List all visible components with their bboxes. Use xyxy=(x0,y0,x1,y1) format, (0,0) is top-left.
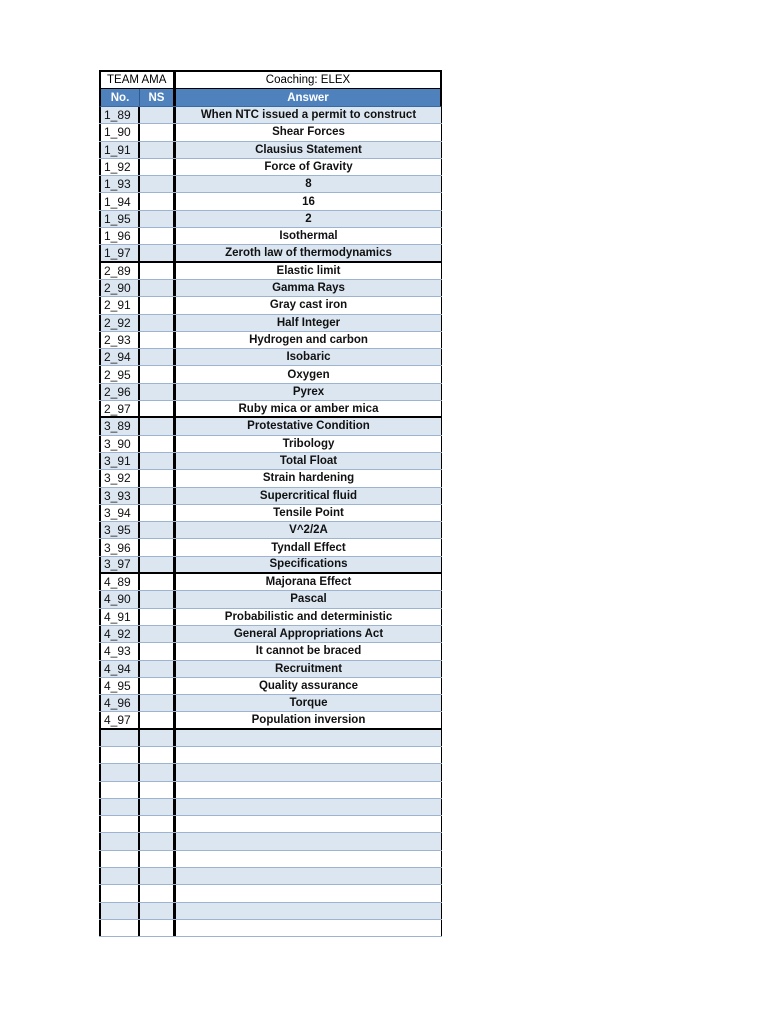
answer-cell[interactable]: When NTC issued a permit to construct xyxy=(176,107,442,123)
table-row xyxy=(99,539,442,556)
ns-cell[interactable] xyxy=(140,297,176,313)
table-row xyxy=(99,574,442,591)
column-header-ns: NS xyxy=(140,89,176,106)
row-number-cell[interactable] xyxy=(99,868,140,884)
ns-cell[interactable] xyxy=(140,176,176,192)
column-header-row xyxy=(99,89,442,107)
ns-cell[interactable] xyxy=(140,539,176,555)
ns-cell[interactable] xyxy=(140,747,176,763)
ns-cell[interactable] xyxy=(140,488,176,504)
row-number-cell[interactable]: 2_92 xyxy=(99,315,140,331)
row-number-cell[interactable] xyxy=(99,816,140,832)
ns-cell[interactable] xyxy=(140,142,176,158)
row-number-cell[interactable]: 3_96 xyxy=(99,539,140,555)
row-number-cell[interactable]: 1_93 xyxy=(99,176,140,192)
row-number-cell[interactable]: 4_91 xyxy=(99,609,140,625)
answer-cell[interactable]: Pascal xyxy=(176,591,442,607)
row-number-cell[interactable]: 3_89 xyxy=(99,418,140,434)
ns-cell[interactable] xyxy=(140,505,176,521)
table-row xyxy=(99,730,442,747)
ns-cell[interactable] xyxy=(140,903,176,919)
table-row xyxy=(99,332,442,349)
row-number-cell[interactable] xyxy=(99,851,140,867)
table-row xyxy=(99,885,442,902)
ns-cell[interactable] xyxy=(140,712,176,727)
ns-cell[interactable] xyxy=(140,851,176,867)
table-row xyxy=(99,349,442,366)
row-number-cell[interactable]: 3_97 xyxy=(99,557,140,572)
ns-cell[interactable] xyxy=(140,418,176,434)
answer-cell[interactable]: Strain hardening xyxy=(176,470,442,486)
answer-cell[interactable] xyxy=(176,885,442,901)
row-number-cell[interactable] xyxy=(99,799,140,815)
ns-cell[interactable] xyxy=(140,833,176,849)
answer-cell[interactable]: Torque xyxy=(176,695,442,711)
ns-cell[interactable] xyxy=(140,315,176,331)
table-row xyxy=(99,695,442,712)
row-number-cell[interactable] xyxy=(99,764,140,780)
row-number-cell[interactable]: 2_96 xyxy=(99,384,140,400)
answer-cell[interactable] xyxy=(176,833,442,849)
answer-cell[interactable]: Zeroth law of thermodynamics xyxy=(176,245,442,260)
answer-cell[interactable]: V^2/2A xyxy=(176,522,442,538)
ns-cell[interactable] xyxy=(140,436,176,452)
table-row xyxy=(99,470,442,487)
answer-cell[interactable]: Tensile Point xyxy=(176,505,442,521)
row-number-cell[interactable]: 1_97 xyxy=(99,245,140,260)
answer-cell[interactable]: Supercritical fluid xyxy=(176,488,442,504)
ns-cell[interactable] xyxy=(140,453,176,469)
answer-cell[interactable] xyxy=(176,920,442,936)
ns-cell[interactable] xyxy=(140,678,176,694)
row-number-cell[interactable]: 4_93 xyxy=(99,643,140,659)
row-number-cell[interactable] xyxy=(99,833,140,849)
answer-cell[interactable]: 16 xyxy=(176,193,442,209)
table-row xyxy=(99,384,442,401)
answer-cell[interactable]: Tyndall Effect xyxy=(176,539,442,555)
table-row xyxy=(99,816,442,833)
table-row xyxy=(99,557,442,574)
ns-cell[interactable] xyxy=(140,885,176,901)
table-row xyxy=(99,142,442,159)
table-row xyxy=(99,868,442,885)
ns-cell[interactable] xyxy=(140,124,176,140)
title-row xyxy=(99,70,442,89)
table-row xyxy=(99,176,442,193)
ns-cell[interactable] xyxy=(140,730,176,746)
row-number-cell[interactable]: 2_95 xyxy=(99,366,140,382)
row-number-cell[interactable]: 1_94 xyxy=(99,193,140,209)
ns-cell[interactable] xyxy=(140,557,176,572)
row-number-cell[interactable] xyxy=(99,782,140,798)
ns-cell[interactable] xyxy=(140,782,176,798)
table-row xyxy=(99,488,442,505)
ns-cell[interactable] xyxy=(140,591,176,607)
ns-cell[interactable] xyxy=(140,401,176,416)
row-number-cell[interactable] xyxy=(99,920,140,936)
table-row xyxy=(99,228,442,245)
table-row xyxy=(99,747,442,764)
table-row xyxy=(99,903,442,920)
row-number-cell[interactable]: 2_94 xyxy=(99,349,140,365)
table-row xyxy=(99,661,442,678)
row-number-cell[interactable]: 3_94 xyxy=(99,505,140,521)
answer-cell[interactable]: Specifications xyxy=(176,557,442,572)
team-label: TEAM AMA xyxy=(99,72,176,88)
row-number-cell[interactable]: 1_90 xyxy=(99,124,140,140)
table-row xyxy=(99,315,442,332)
table-row xyxy=(99,418,442,435)
table-row xyxy=(99,678,442,695)
table-row xyxy=(99,366,442,383)
coaching-label: Coaching: ELEX xyxy=(176,72,442,88)
answer-cell[interactable] xyxy=(176,730,442,746)
table-row xyxy=(99,833,442,850)
row-number-cell[interactable]: 3_93 xyxy=(99,488,140,504)
table-row xyxy=(99,193,442,210)
answer-cell[interactable]: 2 xyxy=(176,211,442,227)
ns-cell[interactable] xyxy=(140,661,176,677)
row-number-cell[interactable]: 3_91 xyxy=(99,453,140,469)
answer-cell[interactable]: Isobaric xyxy=(176,349,442,365)
table-row xyxy=(99,764,442,781)
answer-cell[interactable]: Majorana Effect xyxy=(176,574,442,590)
row-number-cell[interactable]: 4_94 xyxy=(99,661,140,677)
table-row xyxy=(99,643,442,660)
answer-cell[interactable]: Probabilistic and deterministic xyxy=(176,609,442,625)
answer-cell[interactable] xyxy=(176,851,442,867)
table-row xyxy=(99,609,442,626)
answer-cell[interactable] xyxy=(176,764,442,780)
answer-cell[interactable] xyxy=(176,782,442,798)
answer-cell[interactable]: Ruby mica or amber mica xyxy=(176,401,442,416)
row-number-cell[interactable]: 4_89 xyxy=(99,574,140,590)
ns-cell[interactable] xyxy=(140,193,176,209)
table-row xyxy=(99,245,442,262)
ns-cell[interactable] xyxy=(140,609,176,625)
row-number-cell[interactable]: 2_93 xyxy=(99,332,140,348)
row-number-cell[interactable] xyxy=(99,903,140,919)
row-number-cell[interactable]: 1_91 xyxy=(99,142,140,158)
answer-cell[interactable]: Gamma Rays xyxy=(176,280,442,296)
answer-cell[interactable]: It cannot be braced xyxy=(176,643,442,659)
table-body xyxy=(99,107,442,937)
answer-cell[interactable]: Pyrex xyxy=(176,384,442,400)
answer-cell[interactable] xyxy=(176,799,442,815)
ns-cell[interactable] xyxy=(140,245,176,260)
answer-cell[interactable] xyxy=(176,868,442,884)
answer-cell[interactable]: Protestative Condition xyxy=(176,418,442,434)
table-row xyxy=(99,851,442,868)
row-number-cell[interactable]: 3_90 xyxy=(99,436,140,452)
ns-cell[interactable] xyxy=(140,799,176,815)
row-number-cell[interactable]: 4_97 xyxy=(99,712,140,727)
answer-cell[interactable]: Quality assurance xyxy=(176,678,442,694)
answer-cell[interactable]: Oxygen xyxy=(176,366,442,382)
table-row xyxy=(99,297,442,314)
row-number-cell[interactable]: 3_95 xyxy=(99,522,140,538)
row-number-cell[interactable]: 2_90 xyxy=(99,280,140,296)
answer-sheet-table xyxy=(99,70,442,937)
ns-cell[interactable] xyxy=(140,764,176,780)
ns-cell[interactable] xyxy=(140,868,176,884)
table-row xyxy=(99,920,442,937)
ns-cell[interactable] xyxy=(140,384,176,400)
ns-cell[interactable] xyxy=(140,626,176,642)
answer-cell[interactable]: Recruitment xyxy=(176,661,442,677)
table-row xyxy=(99,401,442,418)
row-number-cell[interactable]: 4_96 xyxy=(99,695,140,711)
row-number-cell[interactable]: 2_89 xyxy=(99,263,140,279)
table-row xyxy=(99,505,442,522)
ns-cell[interactable] xyxy=(140,920,176,936)
row-number-cell[interactable]: 4_92 xyxy=(99,626,140,642)
table-row xyxy=(99,522,442,539)
answer-cell[interactable] xyxy=(176,747,442,763)
ns-cell[interactable] xyxy=(140,332,176,348)
answer-cell[interactable]: Clausius Statement xyxy=(176,142,442,158)
answer-cell[interactable] xyxy=(176,816,442,832)
row-number-cell[interactable]: 4_95 xyxy=(99,678,140,694)
table-row xyxy=(99,453,442,470)
answer-cell[interactable]: Isothermal xyxy=(176,228,442,244)
table-row xyxy=(99,782,442,799)
row-number-cell[interactable]: 1_92 xyxy=(99,159,140,175)
row-number-cell[interactable]: 1_96 xyxy=(99,228,140,244)
ns-cell[interactable] xyxy=(140,470,176,486)
answer-cell[interactable]: Hydrogen and carbon xyxy=(176,332,442,348)
ns-cell[interactable] xyxy=(140,816,176,832)
answer-cell[interactable]: General Appropriations Act xyxy=(176,626,442,642)
ns-cell[interactable] xyxy=(140,695,176,711)
row-number-cell[interactable]: 2_97 xyxy=(99,401,140,416)
table-row xyxy=(99,626,442,643)
ns-cell[interactable] xyxy=(140,522,176,538)
table-row xyxy=(99,263,442,280)
ns-cell[interactable] xyxy=(140,643,176,659)
column-header-no: No. xyxy=(101,89,140,106)
table-row xyxy=(99,712,442,729)
answer-cell[interactable]: Gray cast iron xyxy=(176,297,442,313)
answer-cell[interactable]: Force of Gravity xyxy=(176,159,442,175)
row-number-cell[interactable]: 1_89 xyxy=(99,107,140,123)
answer-cell[interactable]: Shear Forces xyxy=(176,124,442,140)
row-number-cell[interactable] xyxy=(99,747,140,763)
answer-cell[interactable] xyxy=(176,903,442,919)
answer-cell[interactable]: Half Integer xyxy=(176,315,442,331)
answer-cell[interactable]: Elastic limit xyxy=(176,263,442,279)
answer-cell[interactable]: Total Float xyxy=(176,453,442,469)
row-number-cell[interactable]: 4_90 xyxy=(99,591,140,607)
ns-cell[interactable] xyxy=(140,263,176,279)
ns-cell[interactable] xyxy=(140,159,176,175)
row-number-cell[interactable]: 1_95 xyxy=(99,211,140,227)
row-number-cell[interactable] xyxy=(99,730,140,746)
table-row xyxy=(99,799,442,816)
table-row xyxy=(99,280,442,297)
table-row xyxy=(99,159,442,176)
ns-cell[interactable] xyxy=(140,574,176,590)
answer-cell[interactable]: Tribology xyxy=(176,436,442,452)
table-row xyxy=(99,124,442,141)
ns-cell[interactable] xyxy=(140,366,176,382)
column-header-answer: Answer xyxy=(287,91,329,104)
row-number-cell[interactable]: 3_92 xyxy=(99,470,140,486)
ns-cell[interactable] xyxy=(140,228,176,244)
ns-cell[interactable] xyxy=(140,349,176,365)
table-row xyxy=(99,436,442,453)
answer-cell[interactable]: 8 xyxy=(176,176,442,192)
ns-cell[interactable] xyxy=(140,107,176,123)
table-row xyxy=(99,107,442,124)
row-number-cell[interactable]: 2_91 xyxy=(99,297,140,313)
table-row xyxy=(99,211,442,228)
row-number-cell[interactable] xyxy=(99,885,140,901)
table-row xyxy=(99,591,442,608)
ns-cell[interactable] xyxy=(140,211,176,227)
answer-cell[interactable]: Population inversion xyxy=(176,712,442,727)
ns-cell[interactable] xyxy=(140,280,176,296)
